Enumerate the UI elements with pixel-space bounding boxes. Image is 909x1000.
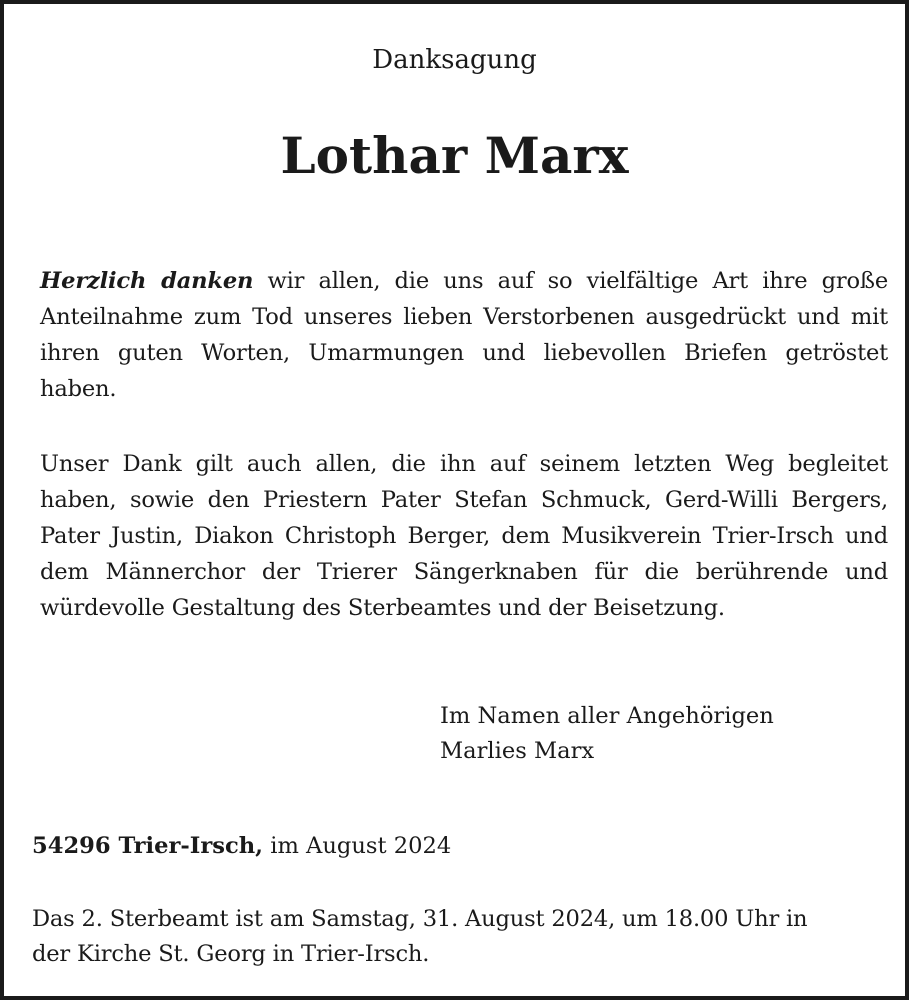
- deceased-name: Lothar Marx: [280, 126, 629, 185]
- memorial-service-note: [32, 902, 882, 972]
- thanks-text: wir allen, die uns auf so vielfältige Art ihre große Anteilnahme zum Tod unseres lieben Verstorbenen ausgedrückt und mit ihren guten Worten, Umarmungen und liebevollen Briefen getröstet haben.: [40, 268, 888, 402]
- place-date: im August 2024: [263, 833, 452, 859]
- notice-type-heading: Danksagung: [372, 45, 537, 75]
- place-date-line: [32, 830, 451, 862]
- signature-name: Marlies Marx: [440, 738, 595, 764]
- thanks-paragraph: [40, 263, 888, 407]
- place-name: 54296 Trier-Irsch,: [32, 833, 264, 859]
- thanks-lead: Herzlich danken: [40, 268, 254, 294]
- signature-block: [440, 699, 774, 769]
- service-line-2: der Kirche St. Georg in Trier-Irsch.: [32, 941, 430, 967]
- service-line-1: Das 2. Sterbeamt ist am Samstag, 31. August 2024, um 18.00 Uhr in: [32, 906, 808, 932]
- gratitude-paragraph: Unser Dank gilt auch allen, die ihn auf seinem letzten Weg begleitet haben, sowie den Priestern Pater Stefan Schmuck, Gerd-Willi Bergers, Pater Justin, Diakon Christoph Berger, dem Musikverein Trier-Irsch und dem Männerchor der Trierer Sängerknaben für die berührende und würdevolle Gestaltung des Sterbeamtes und der Beisetzung.: [40, 451, 888, 621]
- signature-line-family: Im Namen aller Angehörigen: [440, 703, 774, 729]
